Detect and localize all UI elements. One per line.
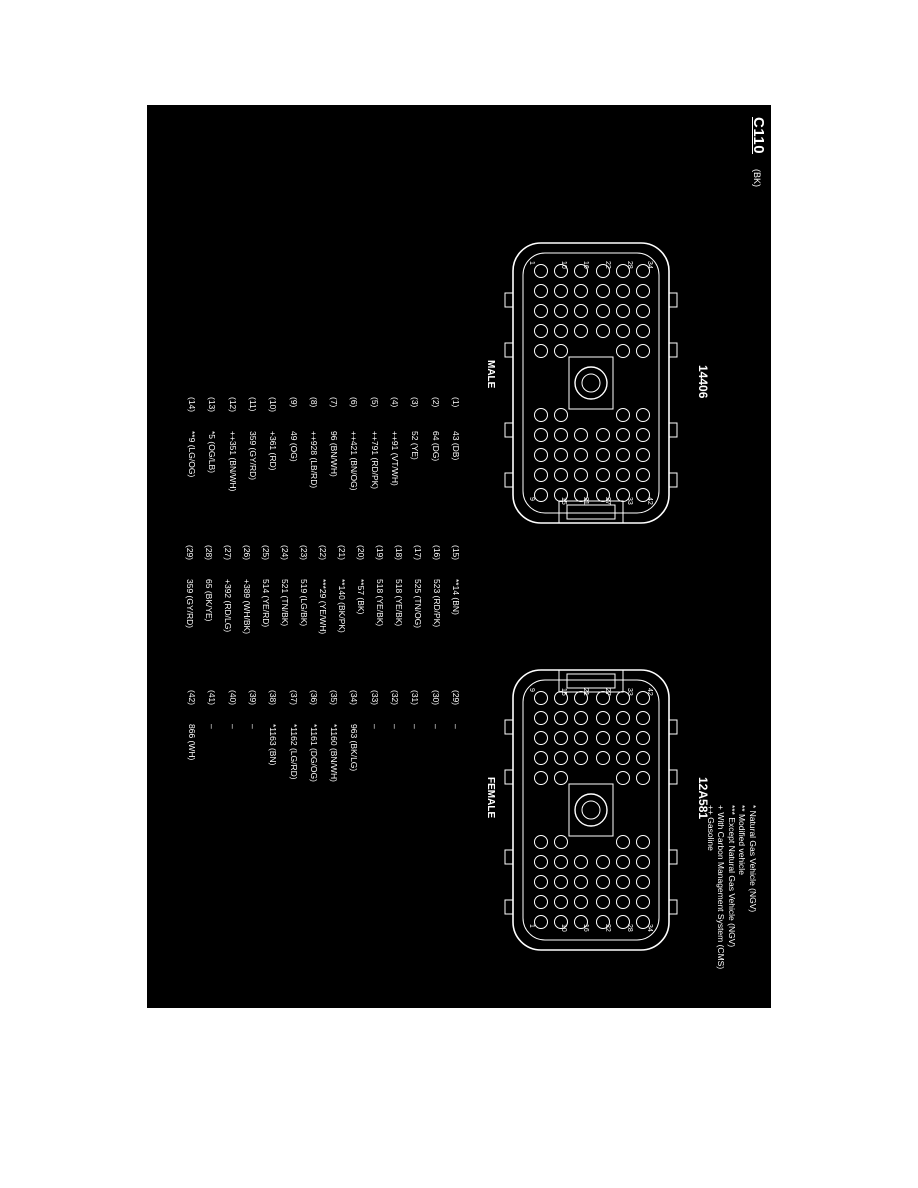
pin-cavity xyxy=(535,325,548,338)
pin-cavity xyxy=(555,285,568,298)
pin-row xyxy=(299,545,309,626)
pin-cavity xyxy=(555,752,568,765)
pin-row xyxy=(268,397,278,470)
pin-cavity xyxy=(617,876,630,889)
female-label: FEMALE xyxy=(485,777,496,819)
pin-row xyxy=(223,545,233,632)
pin-cavity xyxy=(535,489,548,502)
pin-number: (36) xyxy=(308,690,319,706)
pin-number: (13) xyxy=(207,397,218,413)
pin-cavity xyxy=(617,449,630,462)
pin-number: (42) xyxy=(187,690,198,706)
pin-cavity xyxy=(535,836,548,849)
center-bolt-hole xyxy=(575,794,607,826)
connector-tab xyxy=(669,720,677,734)
cavity-number-label: 21 xyxy=(582,497,589,505)
pin-circuit: – xyxy=(369,724,380,729)
connector-tab xyxy=(669,850,677,864)
pin-row xyxy=(228,690,238,729)
pin-cavity xyxy=(555,876,568,889)
female-connector-svg xyxy=(501,660,681,960)
pin-cavity xyxy=(575,856,588,869)
pin-circuit: 519 (LG/BK) xyxy=(299,579,309,627)
connector-inner-shell xyxy=(523,680,659,940)
pin-row xyxy=(248,690,258,729)
pin-cavity xyxy=(597,752,610,765)
pin-circuit: 866 (WH) xyxy=(187,724,198,761)
pin-circuit: – xyxy=(410,724,421,729)
pin-row xyxy=(451,545,461,615)
pin-circuit: **140 (BK/PK) xyxy=(337,579,347,633)
cavity-number-label: 28 xyxy=(626,261,633,269)
connector-tab xyxy=(669,343,677,357)
connector-tab xyxy=(505,850,513,864)
pin-cavity xyxy=(535,896,548,909)
cavity-number-label: 27 xyxy=(604,688,611,696)
pin-number: (11) xyxy=(248,397,258,412)
cavity-number-label: 34 xyxy=(646,924,653,932)
pin-row xyxy=(350,397,360,491)
pin-row xyxy=(318,545,328,634)
connector-tab xyxy=(505,473,513,487)
pin-cavity xyxy=(535,732,548,745)
pin-circuit: +389 (WH/BK) xyxy=(242,579,252,635)
pin-cavity xyxy=(617,409,630,422)
pin-cavity xyxy=(555,325,568,338)
pin-circuit: – xyxy=(248,724,258,729)
cavity-number-label: 33 xyxy=(626,688,633,696)
pin-row xyxy=(390,690,400,729)
cavity-number-label: 16 xyxy=(582,924,589,932)
pin-cavity xyxy=(597,469,610,482)
pin-circuit: 518 (YE/BK) xyxy=(375,579,385,627)
pin-circuit: 65 (BK/YE) xyxy=(204,579,214,622)
pin-cavity xyxy=(597,449,610,462)
center-bolt-hole xyxy=(575,367,607,399)
pin-cavity xyxy=(535,712,548,725)
pin-cavity xyxy=(555,305,568,318)
pin-cavity xyxy=(575,305,588,318)
female-part-number: 12A581 xyxy=(696,777,710,820)
cavity-number-label: 21 xyxy=(582,688,589,696)
pin-cavity xyxy=(617,305,630,318)
pin-cavity xyxy=(555,836,568,849)
pin-circuit: **14 (BN) xyxy=(451,579,461,615)
pin-row xyxy=(187,397,197,477)
pin-row xyxy=(410,690,420,729)
pin-cavity xyxy=(597,732,610,745)
pin-circuit: – xyxy=(451,724,461,729)
pin-cavity xyxy=(597,856,610,869)
connector-tab xyxy=(669,423,677,437)
pin-row xyxy=(431,690,441,729)
pin-cavity xyxy=(637,712,650,725)
pin-cavity xyxy=(637,449,650,462)
pin-cavity xyxy=(555,449,568,462)
cavity-number-label: 27 xyxy=(604,497,611,505)
pin-number: (34) xyxy=(349,690,360,706)
connector-id: C110 xyxy=(750,117,767,155)
connector-tab xyxy=(669,900,677,914)
pin-cavity xyxy=(597,876,610,889)
pin-cavity xyxy=(637,325,650,338)
pin-cavity xyxy=(637,305,650,318)
pin-number: (26) xyxy=(242,545,252,561)
pin-cavity xyxy=(535,305,548,318)
pin-circuit: *1160 (BN/WH) xyxy=(329,724,340,782)
pin-circuit: *1163 (BN) xyxy=(268,724,279,766)
pin-row xyxy=(432,545,442,627)
pin-cavity xyxy=(575,469,588,482)
pin-cavity xyxy=(535,772,548,785)
pin-circuit: 64 (DG) xyxy=(430,431,441,462)
pin-row xyxy=(261,545,271,627)
connector-tab xyxy=(505,900,513,914)
pin-number: (29) xyxy=(451,690,461,706)
pin-cavity xyxy=(637,896,650,909)
pin-number: (29) xyxy=(185,545,195,561)
pin-cavity xyxy=(535,876,548,889)
pin-number: (27) xyxy=(223,545,233,561)
pin-cavity xyxy=(575,712,588,725)
pin-row xyxy=(207,397,217,473)
pin-cavity xyxy=(555,712,568,725)
pin-number: (19) xyxy=(375,545,385,561)
pin-row xyxy=(413,545,423,628)
pin-cavity xyxy=(637,429,650,442)
pin-circuit: – xyxy=(390,724,401,729)
pin-row xyxy=(394,545,404,626)
pin-row xyxy=(337,545,347,633)
pin-number: (22) xyxy=(318,545,328,561)
pin-circuit: 96 (BN/WH) xyxy=(329,431,340,477)
cavity-number-label: 10 xyxy=(560,261,567,269)
pin-cavity xyxy=(555,409,568,422)
pin-circuit: +392 (RD/LG) xyxy=(223,579,233,633)
pin-row xyxy=(410,397,420,460)
pin-cavity xyxy=(535,449,548,462)
pin-circuit: 43 (DB) xyxy=(451,431,461,461)
pin-number: (4) xyxy=(390,397,401,408)
pin-row xyxy=(451,690,461,729)
pin-number: (14) xyxy=(187,397,198,413)
pin-cavity xyxy=(555,856,568,869)
legend-line: ** Modified vehicle xyxy=(737,805,748,875)
pin-cavity xyxy=(637,409,650,422)
pin-cavity xyxy=(535,285,548,298)
pin-row xyxy=(204,545,214,622)
pin-cavity xyxy=(617,469,630,482)
connector-tab xyxy=(505,293,513,307)
pin-cavity xyxy=(597,429,610,442)
pin-number: (25) xyxy=(261,545,271,561)
pin-number: (20) xyxy=(356,545,366,561)
pin-cavity xyxy=(637,469,650,482)
pin-circuit: 521 (TN/BK) xyxy=(280,579,290,627)
center-bolt-inner xyxy=(582,374,600,392)
pin-row xyxy=(280,545,290,626)
pin-number: (8) xyxy=(308,397,319,408)
connector-latch-inner xyxy=(567,505,615,519)
legend-line: + With Carbon Management System (CMS) xyxy=(716,805,727,970)
connector-latch xyxy=(559,501,623,523)
cavity-number-label: 28 xyxy=(626,924,633,932)
pin-cavity xyxy=(535,409,548,422)
cavity-number-label: 34 xyxy=(646,261,653,269)
pin-circuit: 359 (GY/RD) xyxy=(248,431,258,481)
connector-color: (BK) xyxy=(752,169,762,187)
pin-circuit: ***29 (YE/WH) xyxy=(318,579,328,635)
cavity-number-label: 22 xyxy=(604,924,611,932)
pin-cavity xyxy=(555,469,568,482)
pin-cavity xyxy=(535,692,548,705)
pin-number: (17) xyxy=(413,545,423,561)
pin-cavity xyxy=(617,732,630,745)
pin-cavity xyxy=(535,752,548,765)
pin-cavity xyxy=(597,896,610,909)
pin-cavity xyxy=(555,896,568,909)
cavity-number-label: 10 xyxy=(560,924,567,932)
pin-cavity xyxy=(575,285,588,298)
pin-cavity xyxy=(575,876,588,889)
pin-number: (1) xyxy=(451,397,461,408)
pin-number: (12) xyxy=(227,397,238,413)
pin-cavity xyxy=(597,712,610,725)
pin-circuit: ++351 (BN/WH) xyxy=(227,431,238,492)
pin-cavity xyxy=(617,285,630,298)
connector-inner-shell xyxy=(523,253,659,513)
male-connector-svg xyxy=(501,233,681,533)
pin-circuit: *1162 (LG/RD) xyxy=(288,724,299,780)
pin-cavity xyxy=(617,325,630,338)
pin-row xyxy=(309,397,319,488)
pin-number: (16) xyxy=(432,545,442,561)
cavity-number-label: 42 xyxy=(646,497,653,505)
pin-row xyxy=(329,690,339,782)
pin-number: (10) xyxy=(268,397,279,413)
pin-cavity xyxy=(535,469,548,482)
pin-circuit: 525 (TN/OG) xyxy=(413,579,423,629)
pin-circuit: ++928 (LB/RD) xyxy=(308,431,319,489)
connector-latch-inner xyxy=(567,674,615,688)
pin-row xyxy=(356,545,366,614)
pin-row xyxy=(228,397,238,491)
pin-row xyxy=(242,545,252,634)
pin-row xyxy=(390,397,400,486)
pin-cavity xyxy=(617,772,630,785)
pin-number: (15) xyxy=(451,545,461,561)
pin-cavity xyxy=(575,752,588,765)
pin-circuit: **9 (LG/OG) xyxy=(187,431,198,478)
pin-row xyxy=(350,690,360,771)
pin-row xyxy=(207,690,217,729)
pin-circuit: 52 (YE) xyxy=(410,431,421,460)
cavity-number-label: 9 xyxy=(528,688,535,692)
pin-cavity xyxy=(575,429,588,442)
pin-number: (21) xyxy=(337,545,347,561)
cavity-number-label: 16 xyxy=(582,261,589,269)
pin-cavity xyxy=(637,285,650,298)
pin-number: (7) xyxy=(329,397,340,408)
connector-tab xyxy=(505,770,513,784)
pin-cavity xyxy=(535,429,548,442)
pin-number: (9) xyxy=(288,397,299,408)
cavity-number-label: 15 xyxy=(560,688,567,696)
pin-number: (33) xyxy=(369,690,380,706)
pin-cavity xyxy=(535,345,548,358)
pin-row xyxy=(268,690,278,765)
pin-circuit: 49 (OG) xyxy=(288,431,299,462)
pin-cavity xyxy=(555,772,568,785)
pin-number: (38) xyxy=(268,690,279,706)
pin-circuit: – xyxy=(227,724,238,729)
pin-number: (39) xyxy=(248,690,258,706)
pin-cavity xyxy=(617,896,630,909)
pin-circuit: **57 (BK) xyxy=(356,579,366,615)
pin-row xyxy=(289,397,299,462)
legend-line: ++ Gasoline xyxy=(706,805,716,851)
connector-tab xyxy=(669,770,677,784)
connector-tab xyxy=(505,423,513,437)
pin-row xyxy=(329,397,339,477)
pin-number: (30) xyxy=(430,690,441,706)
pin-circuit: 514 (YE/RD) xyxy=(261,579,271,628)
connector-latch xyxy=(559,670,623,692)
pin-circuit: 963 (BK/LG) xyxy=(349,724,360,772)
pin-cavity xyxy=(575,325,588,338)
pin-cavity xyxy=(617,429,630,442)
connector-tab xyxy=(669,293,677,307)
pin-row xyxy=(370,397,380,489)
cavity-number-label: 1 xyxy=(528,924,535,928)
center-bolt-inner xyxy=(582,801,600,819)
pin-number: (6) xyxy=(349,397,360,408)
pin-cavity xyxy=(575,449,588,462)
pin-number: (41) xyxy=(207,690,218,706)
pin-circuit: – xyxy=(430,724,441,729)
pin-circuit: *1161 (DG/OG) xyxy=(308,724,319,782)
pin-number: (5) xyxy=(369,397,380,408)
pin-row xyxy=(451,397,461,460)
pin-circuit: 359 (GY/RD) xyxy=(185,579,195,629)
pin-cavity xyxy=(597,285,610,298)
pin-number: (18) xyxy=(394,545,404,561)
pin-cavity xyxy=(617,836,630,849)
pin-cavity xyxy=(617,856,630,869)
pin-number: (40) xyxy=(227,690,238,706)
pin-number: (32) xyxy=(390,690,401,706)
pin-row xyxy=(375,545,385,626)
pin-cavity xyxy=(555,429,568,442)
pin-cavity xyxy=(617,752,630,765)
pin-row xyxy=(289,690,299,780)
female-connector-drawing xyxy=(501,660,681,960)
cavity-number-label: 33 xyxy=(626,497,633,505)
pin-circuit: 523 (RD/PK) xyxy=(432,579,442,628)
cavity-number-label: 22 xyxy=(604,261,611,269)
pin-circuit: ++421 (BN/OG) xyxy=(349,431,360,491)
legend xyxy=(707,805,758,969)
pin-number: (24) xyxy=(280,545,290,561)
pin-cavity xyxy=(555,345,568,358)
pin-number: (35) xyxy=(329,690,340,706)
pin-cavity xyxy=(637,732,650,745)
pin-cavity xyxy=(535,265,548,278)
rotated-content xyxy=(147,105,771,1008)
pin-number: (23) xyxy=(299,545,309,561)
pin-number: (37) xyxy=(288,690,299,706)
pin-circuit: 518 (YE/BK) xyxy=(394,579,404,627)
connector-tab xyxy=(505,720,513,734)
pin-number: (3) xyxy=(410,397,421,408)
pin-cavity xyxy=(637,836,650,849)
pin-cavity xyxy=(575,896,588,909)
cavity-number-label: 42 xyxy=(646,688,653,696)
legend-line: * Natural Gas Vehicle (NGV) xyxy=(748,805,758,913)
pin-circuit: – xyxy=(207,724,218,729)
pin-row xyxy=(187,690,197,760)
pin-cavity xyxy=(637,752,650,765)
pin-cavity xyxy=(617,345,630,358)
pin-cavity xyxy=(535,856,548,869)
pin-cavity xyxy=(637,772,650,785)
cavity-number-label: 1 xyxy=(528,261,535,265)
pin-circuit: ++791 (RD/PK) xyxy=(369,431,380,490)
pin-cavity xyxy=(637,345,650,358)
pin-row xyxy=(370,690,380,729)
pin-cavity xyxy=(597,305,610,318)
male-connector-drawing xyxy=(501,233,681,533)
pin-cavity xyxy=(535,916,548,929)
pin-cavity xyxy=(637,876,650,889)
pin-row xyxy=(248,397,258,480)
connector-tab xyxy=(669,473,677,487)
pin-row xyxy=(431,397,441,461)
pin-cavity xyxy=(617,712,630,725)
cavity-number-label: 15 xyxy=(560,497,567,505)
connector-tab xyxy=(505,343,513,357)
pin-number: (31) xyxy=(410,690,421,706)
pin-cavity xyxy=(555,732,568,745)
connector-diagram-panel xyxy=(147,105,771,1008)
pin-row xyxy=(185,545,195,628)
male-part-number: 14406 xyxy=(696,365,710,399)
cavity-number-label: 9 xyxy=(528,497,535,501)
pin-circuit: *5 (OG/LB) xyxy=(207,431,218,474)
legend-line: *** Except Natural Gas Vehicle (NGV) xyxy=(727,805,737,948)
pin-number: (2) xyxy=(430,397,441,408)
pin-cavity xyxy=(575,732,588,745)
male-label: MALE xyxy=(485,360,496,389)
pin-circuit: +361 (RD) xyxy=(268,431,279,471)
pin-row xyxy=(309,690,319,782)
pin-cavity xyxy=(637,856,650,869)
pin-circuit: ++91 (VT/WH) xyxy=(390,431,401,486)
pin-number: (28) xyxy=(204,545,214,561)
pin-cavity xyxy=(597,325,610,338)
